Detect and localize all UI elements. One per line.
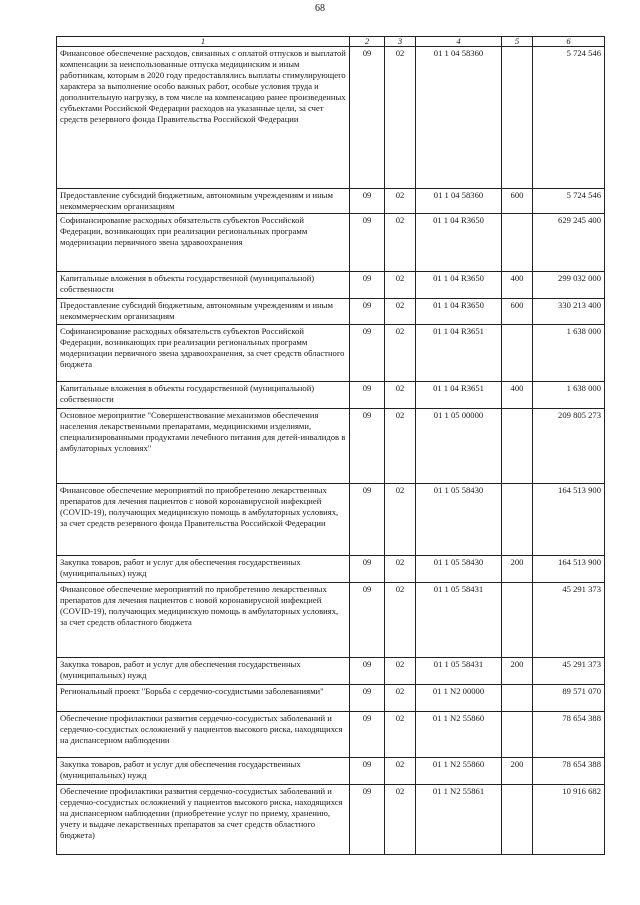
row-name: Финансовое обеспечение мероприятий по приобретению лекарственных препаратов для лечения пациентов с новой коронавирусной инфекцией (COVID-19), получающих медицинскую помощь в амбулаторных условиях, за счет средств областного бюджета [57,583,350,658]
row-amount: 330 213 400 [533,299,605,325]
budget-table [56,36,605,855]
row-subsection: 02 [385,758,416,785]
table-row [57,583,605,658]
row-target-code: 01 1 05 58431 [416,583,502,658]
row-amount: 299 032 000 [533,272,605,299]
table-row [57,484,605,556]
table-row [57,47,605,189]
table-row [57,409,605,484]
row-expense-type: 200 [502,658,533,685]
row-expense-type [502,325,533,382]
row-amount: 164 513 900 [533,556,605,583]
table-row [57,214,605,272]
row-subsection: 02 [385,484,416,556]
row-expense-type [502,484,533,556]
row-section: 09 [350,272,385,299]
row-subsection: 02 [385,214,416,272]
row-target-code: 01 1 N2 55860 [416,712,502,758]
row-target-code: 01 1 05 58430 [416,484,502,556]
row-name: Закупка товаров, работ и услуг для обеспечения государственных (муниципальных) нужд [57,758,350,785]
table-row [57,785,605,855]
row-expense-type [502,47,533,189]
row-target-code: 01 1 05 58431 [416,658,502,685]
row-subsection: 02 [385,189,416,214]
row-section: 09 [350,299,385,325]
table-row [57,189,605,214]
row-target-code: 01 1 N2 00000 [416,685,502,712]
row-amount: 78 654 388 [533,712,605,758]
table-row [57,299,605,325]
row-name: Предоставление субсидий бюджетным, автономным учреждениям и иным некоммерческим организациям [57,189,350,214]
row-subsection: 02 [385,299,416,325]
row-expense-type: 600 [502,189,533,214]
row-section: 09 [350,758,385,785]
row-section: 09 [350,409,385,484]
row-subsection: 02 [385,556,416,583]
row-name: Обеспечение профилактики развития сердечно-сосудистых заболеваний и сердечно-сосудистых осложнений у пациентов высокого риска, находящихся на диспансерном наблюдении (приобретение услуг по приему, хранению, учету и выдаче лекарственных препаратов за счет средств областного бюджета) [57,785,350,855]
row-expense-type: 200 [502,758,533,785]
column-number-row [57,37,605,47]
table-row [57,325,605,382]
row-amount: 1 638 000 [533,382,605,409]
row-name: Финансовое обеспечение расходов, связанных с оплатой отпусков и выплатой компенсации за неиспользованные отпуска медицинским и иным работникам, которым в 2020 году предоставлялись выплаты стимулирующего характера за выполнение особо важных работ, особые условия труда и дополнительную нагрузку, в том числе на компенсацию ранее произведенных субъектами Российской Федерации расходов на указанные цели, за счет средств резервного фонда Правительства Российской Федерации [57,47,350,189]
row-subsection: 02 [385,47,416,189]
row-name: Финансовое обеспечение мероприятий по приобретению лекарственных препаратов для лечения пациентов с новой коронавирусной инфекцией (COVID-19), получающих медицинскую помощь в амбулаторных условиях, за счет средств резервного фонда Правительства Российской Федерации [57,484,350,556]
row-expense-type: 600 [502,299,533,325]
row-section: 09 [350,658,385,685]
row-section: 09 [350,785,385,855]
row-expense-type: 400 [502,272,533,299]
row-subsection: 02 [385,658,416,685]
row-amount: 629 245 400 [533,214,605,272]
row-expense-type [502,785,533,855]
row-section: 09 [350,189,385,214]
row-target-code: 01 1 04 R3650 [416,272,502,299]
row-subsection: 02 [385,382,416,409]
table-row [57,272,605,299]
row-target-code: 01 1 N2 55861 [416,785,502,855]
column-header-2: 2 [350,37,385,47]
row-target-code: 01 1 04 R3650 [416,299,502,325]
row-amount: 10 916 682 [533,785,605,855]
row-target-code: 01 1 04 58360 [416,189,502,214]
column-header-5: 5 [502,37,533,47]
row-name: Закупка товаров, работ и услуг для обеспечения государственных (муниципальных) нужд [57,658,350,685]
row-section: 09 [350,47,385,189]
row-amount: 1 638 000 [533,325,605,382]
row-expense-type [502,214,533,272]
row-amount: 164 513 900 [533,484,605,556]
row-section: 09 [350,484,385,556]
row-name: Обеспечение профилактики развития сердечно-сосудистых заболеваний и сердечно-сосудистых осложнений у пациентов высокого риска, находящихся на диспансерном наблюдении [57,712,350,758]
row-section: 09 [350,583,385,658]
row-name: Капитальные вложения в объекты государственной (муниципальной) собственности [57,272,350,299]
row-name: Капитальные вложения в объекты государственной (муниципальной) собственности [57,382,350,409]
row-amount: 209 805 273 [533,409,605,484]
row-subsection: 02 [385,685,416,712]
row-amount: 5 724 546 [533,47,605,189]
table-row [57,685,605,712]
row-target-code: 01 1 04 R3651 [416,325,502,382]
column-header-4: 4 [416,37,502,47]
row-subsection: 02 [385,325,416,382]
row-expense-type [502,712,533,758]
row-target-code: 01 1 04 R3650 [416,214,502,272]
row-expense-type [502,583,533,658]
row-target-code: 01 1 05 58430 [416,556,502,583]
row-expense-type [502,685,533,712]
row-section: 09 [350,214,385,272]
table-row [57,658,605,685]
row-target-code: 01 1 N2 55860 [416,758,502,785]
page-number: 68 [315,3,325,14]
row-amount: 45 291 373 [533,658,605,685]
row-amount: 45 291 373 [533,583,605,658]
table-row [57,712,605,758]
table-row [57,556,605,583]
row-name: Региональный проект "Борьба с сердечно-сосудистыми заболеваниями" [57,685,350,712]
row-target-code: 01 1 05 00000 [416,409,502,484]
row-section: 09 [350,325,385,382]
table-row [57,758,605,785]
column-header-3: 3 [385,37,416,47]
row-subsection: 02 [385,409,416,484]
row-subsection: 02 [385,712,416,758]
row-amount: 5 724 546 [533,189,605,214]
row-name: Основное мероприятие "Совершенствование механизмов обеспечения населения лекарственными препаратами, медицинскими изделиями, специализированными продуктами лечебного питания для детей-инвалидов в амбулаторных условиях" [57,409,350,484]
row-name: Закупка товаров, работ и услуг для обеспечения государственных (муниципальных) нужд [57,556,350,583]
row-expense-type: 400 [502,382,533,409]
row-amount: 78 654 388 [533,758,605,785]
table-row [57,382,605,409]
row-name: Софинансирование расходных обязательств субъектов Российской Федерации, возникающих при реализации региональных программ модернизации первичного звена здравоохранения [57,214,350,272]
column-header-6: 6 [533,37,605,47]
row-name: Софинансирование расходных обязательств субъектов Российской Федерации, возникающих при реализации региональных программ модернизации первичного звена здравоохранения, за счет средств областного бюджета [57,325,350,382]
row-target-code: 01 1 04 R3651 [416,382,502,409]
row-subsection: 02 [385,583,416,658]
row-expense-type [502,409,533,484]
row-subsection: 02 [385,272,416,299]
row-section: 09 [350,382,385,409]
row-name: Предоставление субсидий бюджетным, автономным учреждениям и иным некоммерческим организациям [57,299,350,325]
row-amount: 89 571 070 [533,685,605,712]
row-subsection: 02 [385,785,416,855]
row-section: 09 [350,685,385,712]
row-target-code: 01 1 04 58360 [416,47,502,189]
row-section: 09 [350,556,385,583]
row-section: 09 [350,712,385,758]
column-header-1: 1 [57,37,350,47]
row-expense-type: 200 [502,556,533,583]
